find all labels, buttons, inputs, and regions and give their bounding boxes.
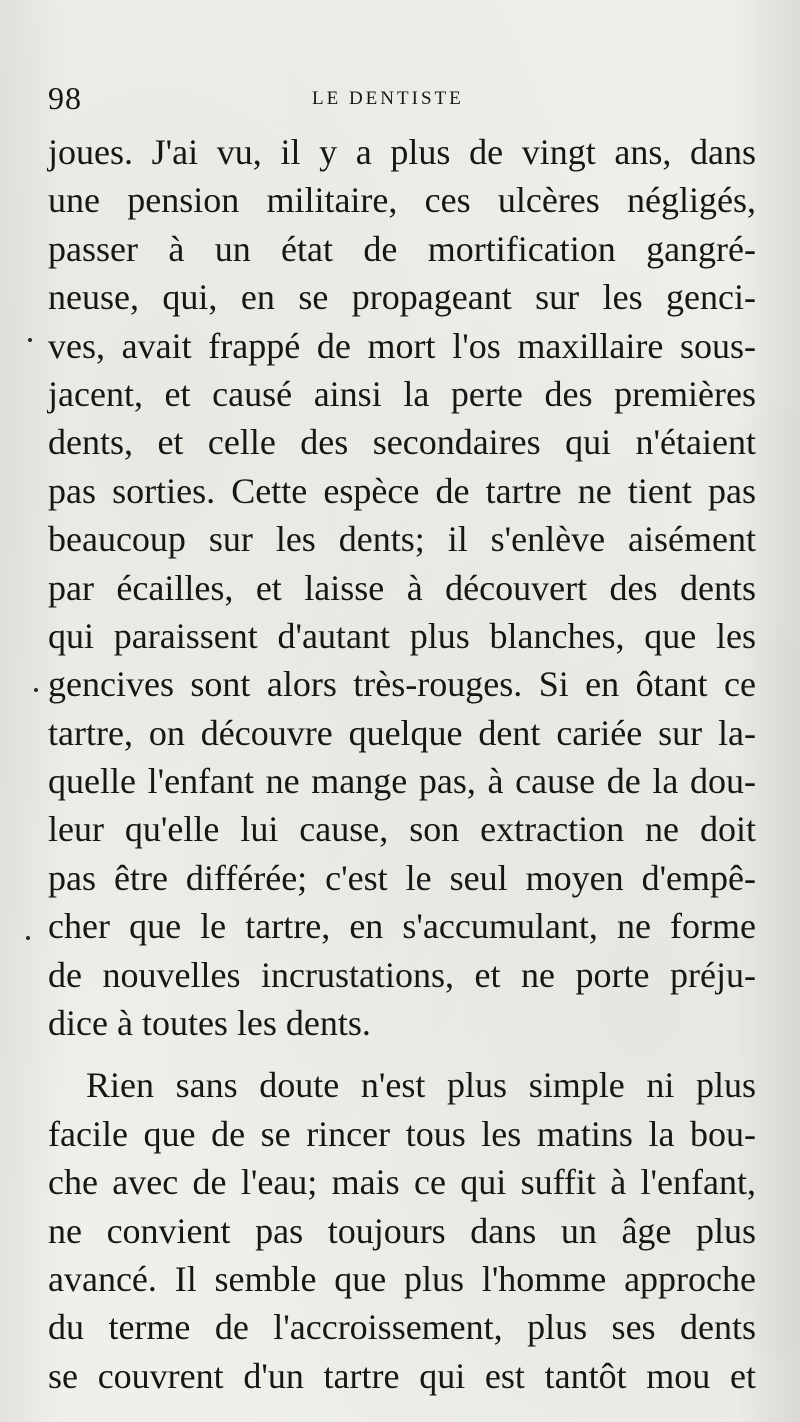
text-line: joues. J'ai vu, il y a plus de vingt ans, dans — [48, 132, 756, 172]
text-line: ves, avait frappé de mort l'os maxillaire sous- — [48, 325, 756, 366]
text-line: pas être différée; c'est le seul moyen d'empê- — [48, 857, 756, 898]
ink-speck — [26, 936, 30, 940]
text-line: beaucoup sur les dents; il s'enlève aisément — [48, 519, 756, 560]
text-line: du terme de l'accroissement, plus ses dents — [48, 1307, 756, 1348]
text-line: qui paraissent d'autant plus blanches, que les — [48, 615, 756, 656]
text-line: che avec de l'eau; mais ce qui suffit à l'enfant, — [48, 1162, 756, 1203]
body-text — [48, 128, 756, 1400]
text-line: avancé. Il semble que plus l'homme approche — [48, 1258, 756, 1299]
text-line: Rien sans doute n'est plus simple ni plus — [86, 1065, 756, 1106]
text-line: facile que de se rincer tous les matins la bou- — [48, 1113, 756, 1154]
text-line: dice à toutes les dents. — [48, 1003, 371, 1044]
text-line: de nouvelles incrustations, et ne porte préju- — [48, 954, 756, 995]
text-line: quelle l'enfant ne mange pas, à cause de la dou- — [48, 761, 756, 802]
paragraph-1 — [48, 128, 756, 1047]
ink-speck — [34, 688, 38, 692]
text-line: pas sorties. Cette espèce de tartre ne tient pas — [48, 470, 756, 511]
paragraph-2 — [48, 1061, 756, 1400]
text-line: se couvrent d'un tartre qui est tantôt mou et — [48, 1355, 756, 1396]
text-line: dents, et celle des secondaires qui n'étaient — [48, 422, 756, 463]
page-number: 98 — [48, 80, 82, 116]
text-line: gencives sont alors très-rouges. Si en ôtant ce — [48, 664, 756, 705]
text-line: neuse, qui, en se propageant sur les genci- — [48, 277, 756, 318]
running-title: LE DENTISTE — [312, 88, 464, 109]
ink-speck — [28, 338, 32, 342]
text-line: leur qu'elle lui cause, son extraction ne doit — [48, 809, 756, 850]
text-line: par écailles, et laisse à découvert des dents — [48, 567, 756, 608]
text-line: cher que le tartre, en s'accumulant, ne forme — [48, 906, 756, 947]
text-line: ne convient pas toujours dans un âge plus — [48, 1210, 756, 1251]
paragraph-gap — [48, 1047, 756, 1061]
page-header — [48, 78, 758, 118]
text-line: jacent, et causé ainsi la perte des premières — [48, 373, 756, 414]
text-line: une pension militaire, ces ulcères négligés, — [48, 180, 756, 221]
text-line: tartre, on découvre quelque dent cariée sur la- — [48, 712, 756, 753]
text-line: passer à un état de mortification gangré- — [48, 228, 756, 269]
